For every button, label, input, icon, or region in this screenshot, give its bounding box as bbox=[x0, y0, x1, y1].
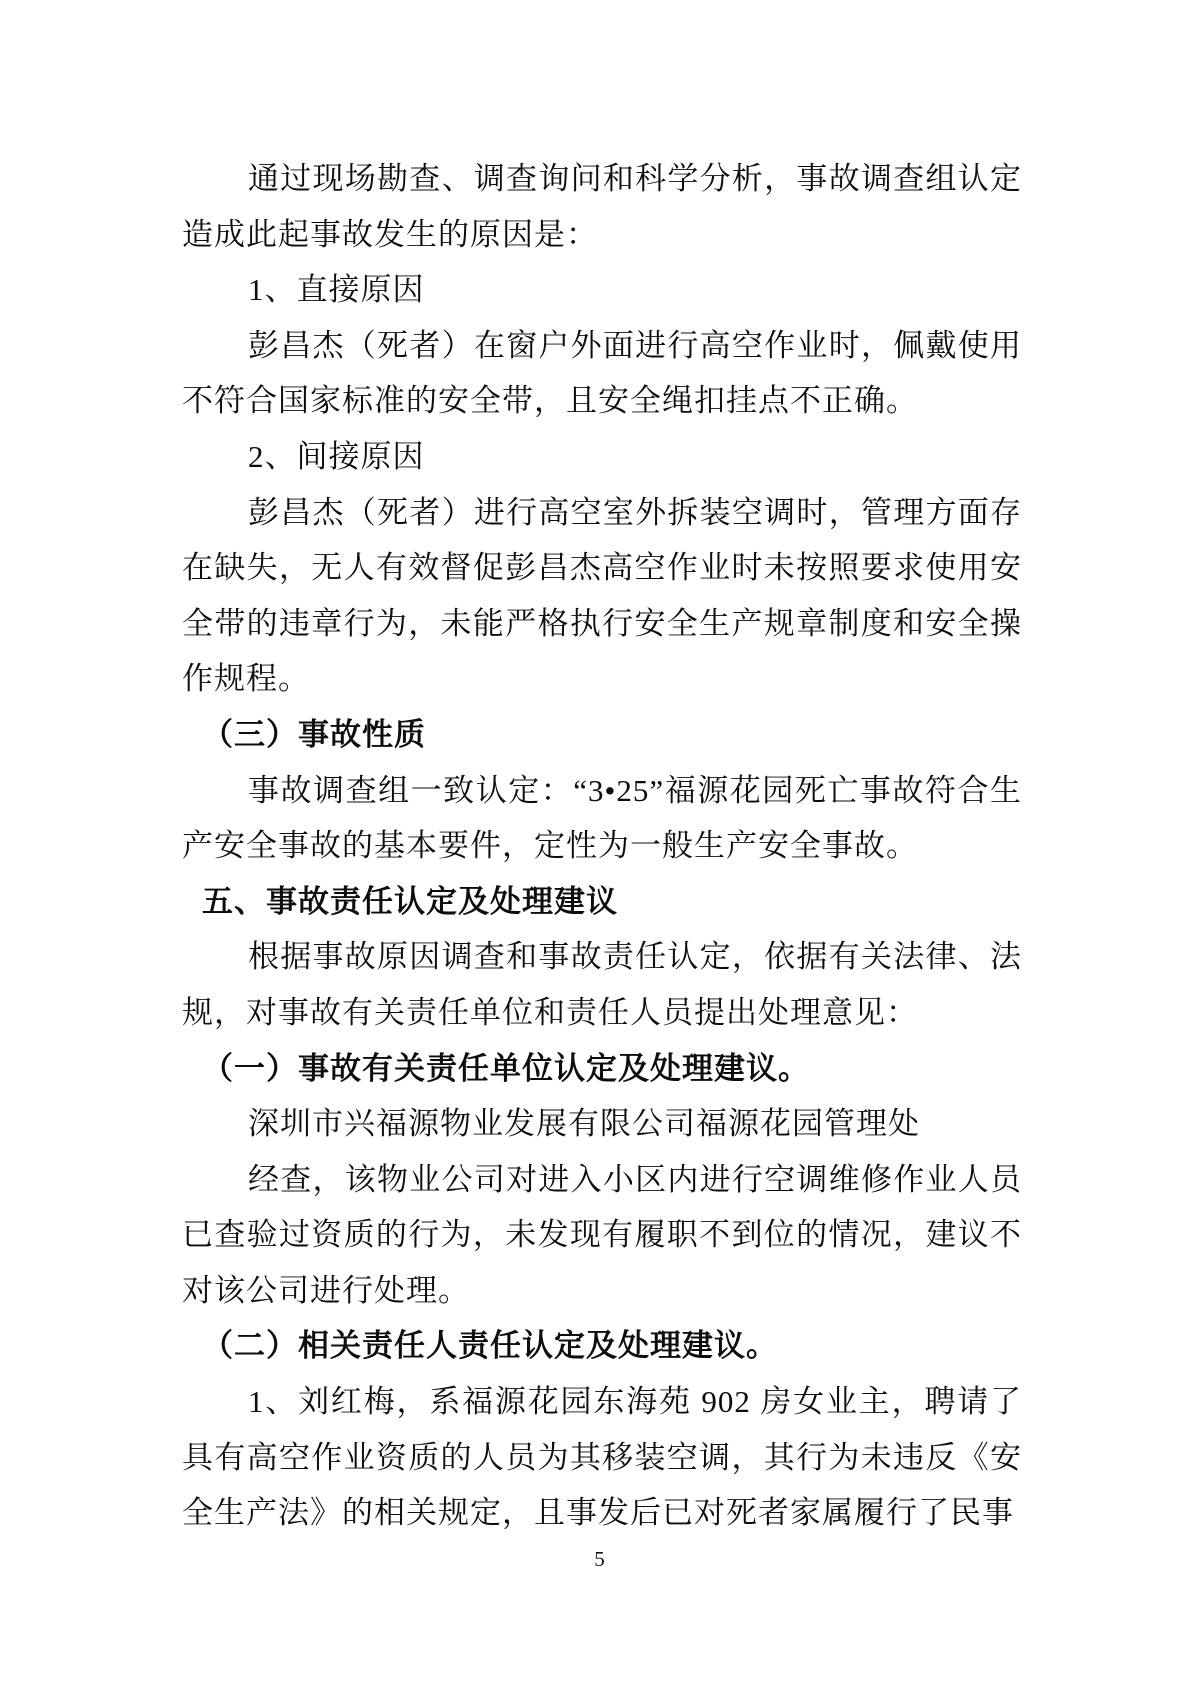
heading-responsible-units: （一）事故有关责任单位认定及处理建议。 bbox=[202, 1050, 810, 1086]
document-text-area bbox=[182, 151, 1022, 1541]
paragraph-property-company-name: 深圳市兴福源物业发展有限公司福源花园管理处 bbox=[248, 1106, 920, 1142]
paragraph-indirect-cause-detail: 彭昌杰（死者）进行高空室外拆装空调时，管理方面存在缺失，无人有效督促彭昌杰高空作业时未按照要求使用安全带的违章行为，未能严格执行安全生产规章制度和安全操作规程。 bbox=[182, 494, 1022, 697]
paragraph-responsibility-intro: 根据事故原因调查和事故责任认定，依据有关法律、法规，对事故有关责任单位和责任人员提出处理意见： bbox=[182, 939, 1022, 1030]
paragraph-direct-cause-label: 1、直接原因 bbox=[248, 272, 425, 308]
heading-responsible-persons: （二）相关责任人责任认定及处理建议。 bbox=[202, 1328, 778, 1364]
paragraph-direct-cause-detail: 彭昌杰（死者）在窗户外面进行高空作业时，佩戴使用不符合国家标准的安全带，且安全绳扣挂点不正确。 bbox=[182, 327, 1022, 419]
paragraph-property-company-finding: 经查，该物业公司对进入小区内进行空调维修作业人员已查验过资质的行为，未发现有履职不到位的情况，建议不对该公司进行处理。 bbox=[182, 1161, 1022, 1308]
paragraph-indirect-cause-label: 2、间接原因 bbox=[248, 438, 425, 474]
heading-accident-nature: （三）事故性质 bbox=[202, 716, 426, 752]
paragraph-cause-intro: 通过现场勘查、调查询问和科学分析，事故调查组认定造成此起事故发生的原因是： bbox=[182, 161, 1022, 252]
page-number: 5 bbox=[594, 1547, 605, 1571]
paragraph-accident-nature-detail: 事故调查组一致认定：“3•25”福源花园死亡事故符合生产安全事故的基本要件，定性为一般生产安全事故。 bbox=[182, 772, 1022, 864]
page-footer bbox=[0, 1546, 1199, 1572]
paragraph-owner-liu-hongmei: 1、刘红梅，系福源花园东海苑 902 房女业主，聘请了具有高空作业资质的人员为其移装空调，其行为未违反《安全生产法》的相关规定，且事发后已对死者家属履行了民事 bbox=[182, 1384, 1022, 1531]
heading-section-five-responsibility: 五、事故责任认定及处理建议 bbox=[202, 883, 618, 919]
